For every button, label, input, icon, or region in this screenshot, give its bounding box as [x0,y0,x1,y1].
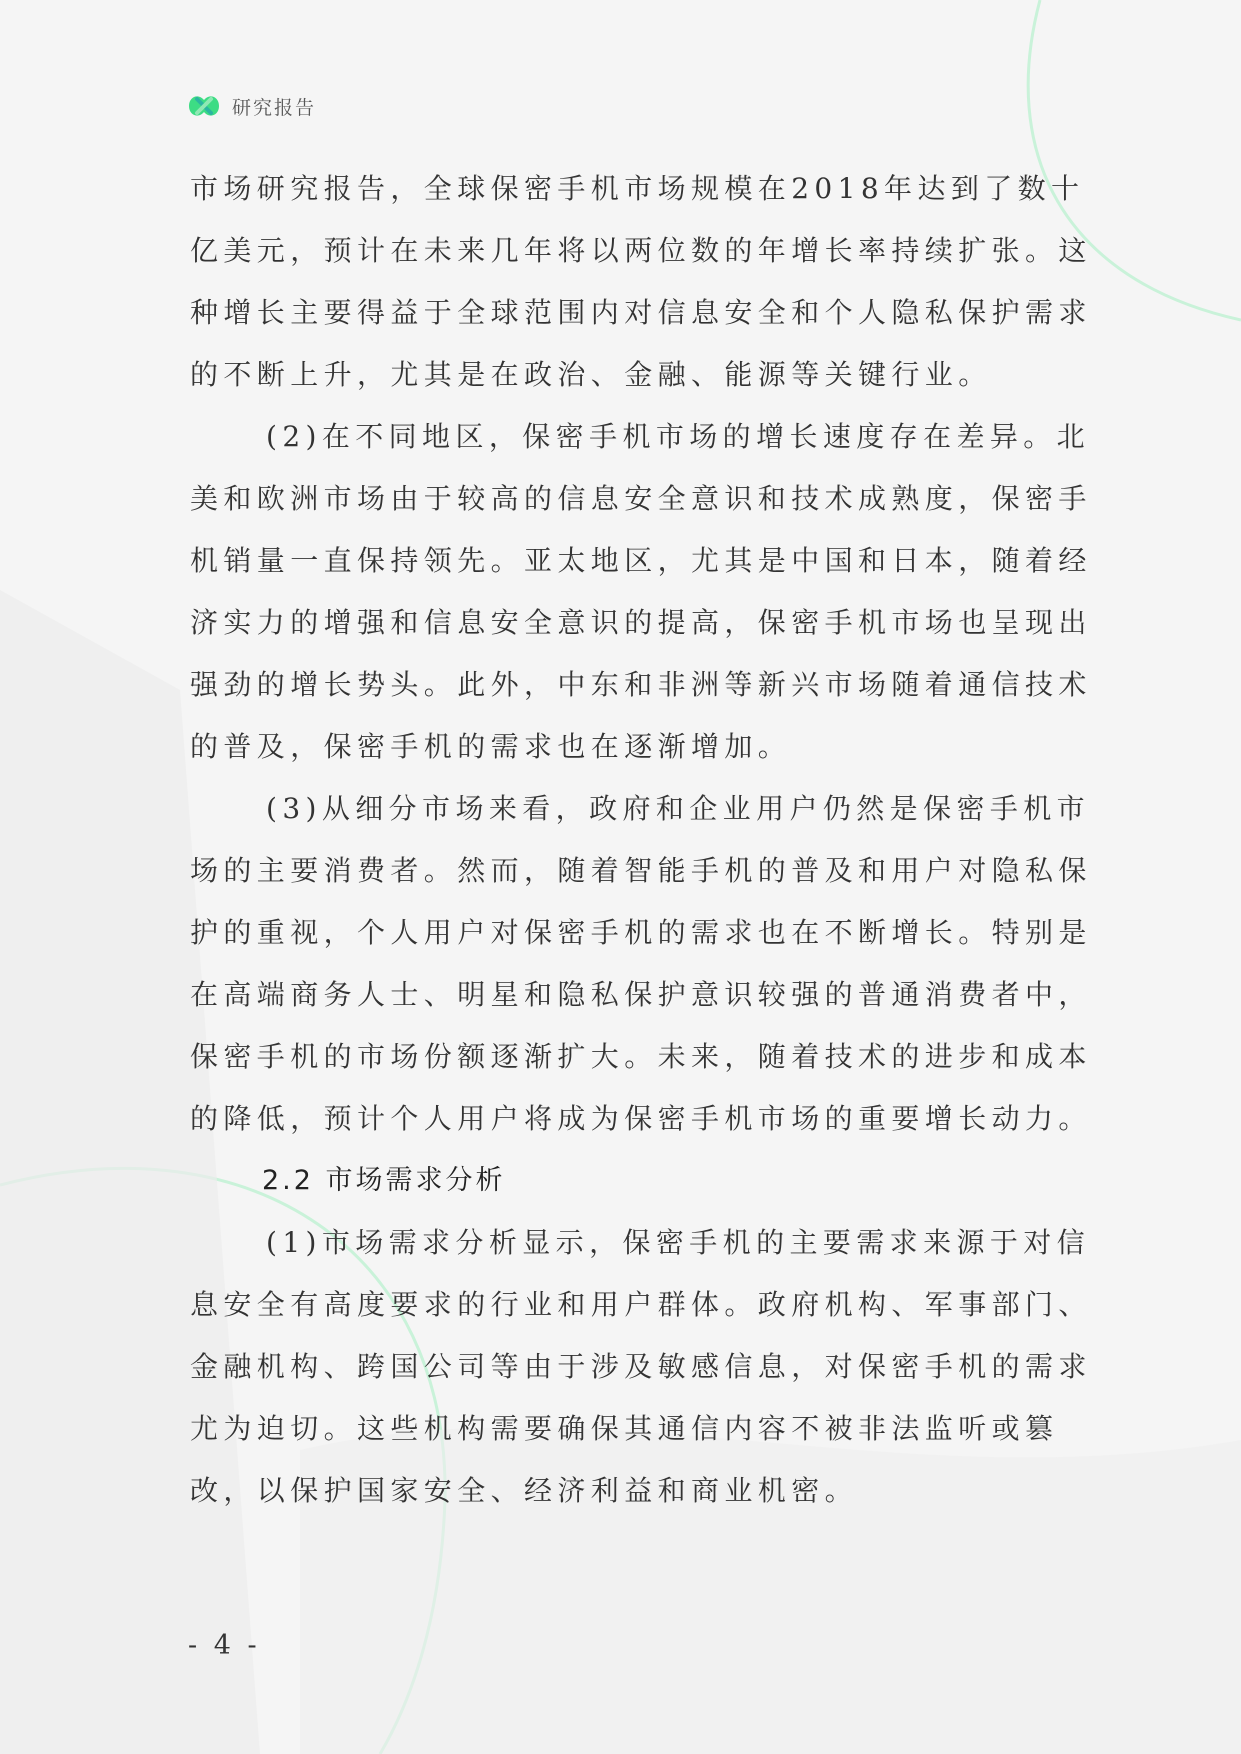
section-heading: 2.2 市场需求分析 [262,1165,506,1196]
paragraph-demand-analysis: (1)市场需求分析显示，保密手机的主要需求来源于对信息安全有高度要求的行业和用户群体。政府机构、军事部门、金融机构、跨国公司等由于涉及敏感信息，对保密手机的需求尤为迫切。这些机构需要确保其通信内容不被非法监听或篡改，以保护国家安全、经济利益和商业机密。 [190,1226,1092,1507]
page-number: - 4 - [188,1630,261,1661]
paragraph-market-size: 市场研究报告，全球保密手机市场规模在2018年达到了数十亿美元，预计在未来几年将以两位数的年增长率持续扩张。这种增长主要得益于全球范围内对信息安全和个人隐私保护需求的不断上升，尤其是在政治、金融、能源等关键行业。 [190,172,1092,391]
paragraph-regional-differences: (2)在不同地区，保密手机市场的增长速度存在差异。北美和欧洲市场由于较高的信息安全意识和技术成熟度，保密手机销量一直保持领先。亚太地区，尤其是中国和日本，随着经济实力的增强和信息安全意识的提高，保密手机市场也呈现出强劲的增长势头。此外，中东和非洲等新兴市场随着通信技术的普及，保密手机的需求也在逐渐增加。 [190,420,1092,763]
report-body [190,158,1095,1522]
report-header [186,86,316,126]
leaf-logo-icon [186,91,222,121]
paragraph-market-segments: (3)从细分市场来看，政府和企业用户仍然是保密手机市场的主要消费者。然而，随着智能手机的普及和用户对隐私保护的重视，个人用户对保密手机的需求也在不断增长。特别是在高端商务人士、明星和隐私保护意识较强的普通消费者中，保密手机的市场份额逐渐扩大。未来，随着技术的进步和成本的降低，预计个人用户将成为保密手机市场的重要增长动力。 [190,792,1092,1135]
header-title: 研究报告 [232,96,317,119]
